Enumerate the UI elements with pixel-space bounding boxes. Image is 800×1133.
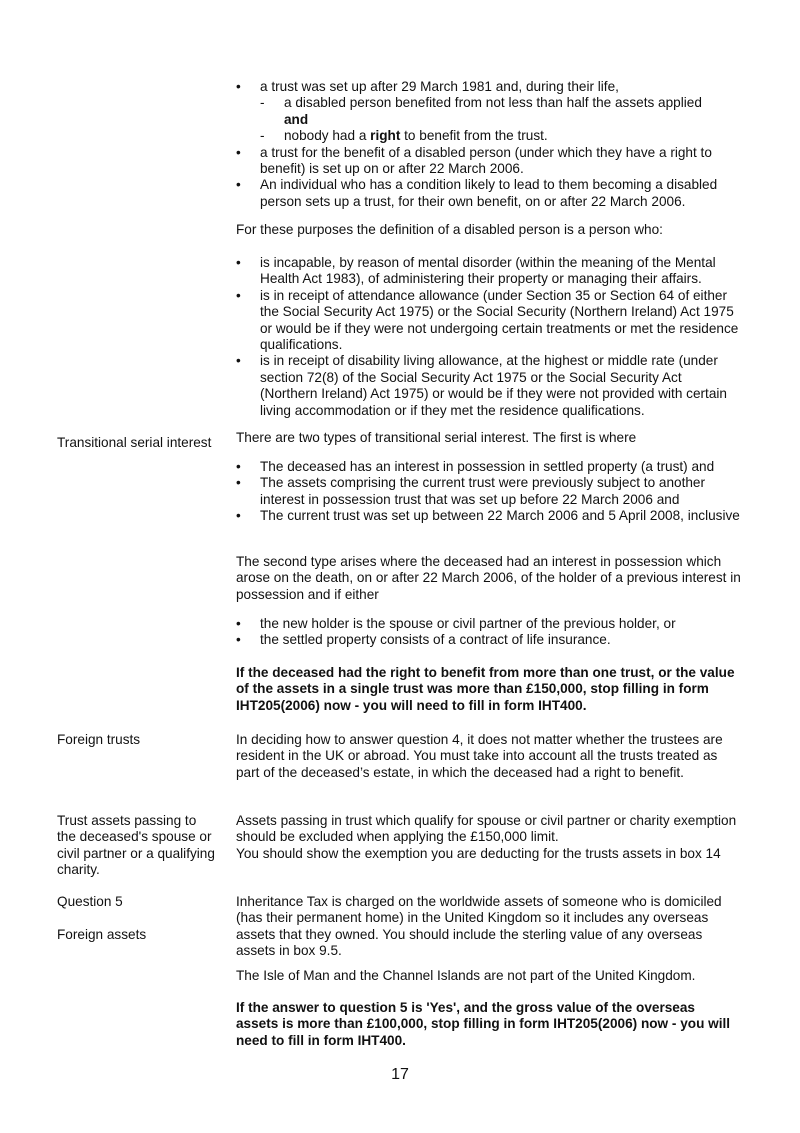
list-item <box>260 95 741 128</box>
list-item: • is in receipt of attendance allowance (under Section 35 or Section 64 of either the Social Security Act 1975) or the Social Security (Northern Ireland) Act 1975 or would be if they were not undergoing certain treatments or met the residence qualifications. <box>236 288 741 354</box>
sub-list <box>260 95 741 144</box>
foreign-assets-warning: If the answer to question 5 is 'Yes', and the gross value of the overseas assets is more than £100,000, stop filling in form IHT205(2006) now - you will need to fill in form IHT400. <box>236 1000 731 1048</box>
question5-note: The Isle of Man and the Channel Islands are not part of the United Kingdom. <box>236 968 696 983</box>
list-item: • the settled property consists of a contract of life insurance. <box>236 632 741 648</box>
list-item <box>260 128 741 144</box>
bullet-text: a trust was set up after 29 March 1981 and, during their life, <box>260 79 619 94</box>
transitional-second: The second type arises where the deceased had an interest in possession which arose on the death, on or after 22 March 2006, of the holder of a previous interest in possession and if either <box>236 554 741 602</box>
list-item: • The current trust was set up between 22 March 2006 and 5 April 2008, inclusive <box>236 508 741 524</box>
trust-conditions-list <box>236 79 741 210</box>
list-item: • a trust for the benefit of a disabled person (under which they have a right to benefit) is set up on or after 22 March 2006. <box>236 145 741 178</box>
sub-item-text: nobody had a <box>284 128 371 144</box>
transitional-list <box>236 459 741 525</box>
section-label-question-5: Question 5 <box>57 894 123 909</box>
transitional-intro: There are two types of transitional serial interest. The first is where <box>236 430 637 445</box>
list-item: • the new holder is the spouse or civil partner of the previous holder, or <box>236 616 741 632</box>
question5-text: Inheritance Tax is charged on the worldwide assets of someone who is domiciled (has their permanent home) in the United Kingdom so it includes any overseas assets that they owned. You should include the sterling value of any overseas assets in box 9.5. <box>236 894 722 959</box>
trust-warning: If the deceased had the right to benefit from more than one trust, or the value of the assets in a single trust was more than £150,000, stop filling in form IHT205(2006) now - you will need to fill in form IHT400. <box>236 665 735 713</box>
definition-list <box>236 255 741 419</box>
emphasis-right: right <box>370 128 401 144</box>
trust-assets-para-1: Assets passing in trust which qualify for spouse or civil partner or charity exemption should be excluded when applying the £150,000 limit. <box>236 813 737 845</box>
section-label-foreign-assets: Foreign assets <box>57 927 147 942</box>
foreign-trusts-text: In deciding how to answer question 4, it does not matter whether the trustees are resident in the UK or abroad. You must take into account all the trusts treated as part of the deceased’s estate, in which the deceased had a right to benefit. <box>236 732 723 780</box>
trust-assets-para-2: You should show the exemption you are deducting for the trusts assets in box 14 <box>236 845 721 861</box>
transitional-list-2 <box>236 616 741 649</box>
list-item: • An individual who has a condition likely to lead to them becoming a disabled person sets up a trust, for their own benefit, on or after 22 March 2006. <box>236 177 741 210</box>
list-item: • is incapable, by reason of mental disorder (within the meaning of the Mental Health Act 1983), of administering their property or managing their affairs. <box>236 255 741 288</box>
sub-item-text: a disabled person benefited from not less than half the assets applied <box>284 95 702 111</box>
section-label-transitional: Transitional serial interest <box>57 435 212 450</box>
list-item: • is in receipt of disability living allowance, at the highest or middle rate (under section 72(8) of the Social Security Act 1975 or the Social Security Act (Northern Ireland) Act 1975) or would be if they were not provided with certain living accommodation or if they met the residence qualifications. <box>236 353 741 419</box>
and-connector: and <box>284 111 309 127</box>
section-label-trust-assets: Trust assets passing to the deceased's spouse or civil partner or a qualifying charity. <box>57 813 215 878</box>
list-item: • The deceased has an interest in possession in settled property (a trust) and <box>236 459 741 475</box>
page-number: 17 <box>391 1066 409 1083</box>
list-item: • The assets comprising the current trust were previously subject to another interest in possession trust that was set up before 22 March 2006 and <box>236 475 741 508</box>
sub-item-text: to benefit from the trust. <box>400 128 548 144</box>
trust-assets-text <box>236 813 741 862</box>
definition-intro: For these purposes the definition of a disabled person is a person who: <box>236 222 663 237</box>
section-label-foreign-trusts: Foreign trusts <box>57 732 141 747</box>
list-item <box>236 79 741 145</box>
